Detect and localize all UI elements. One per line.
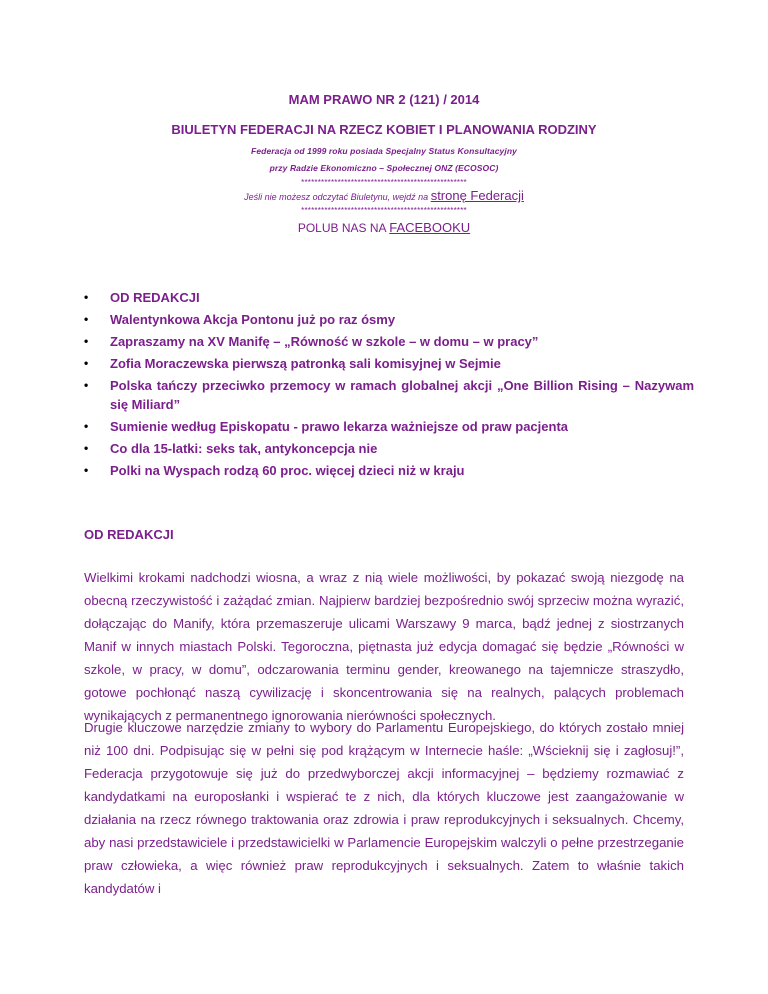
bullet-icon: • <box>84 378 89 392</box>
bullet-icon: • <box>84 463 89 477</box>
toc-item[interactable]: • Zofia Moraczewska pierwszą patronką sali komisyjnej w Sejmie <box>84 356 501 371</box>
section-heading: OD REDAKCJI <box>84 527 174 542</box>
toc-item[interactable]: • Walentynkowa Akcja Pontonu już po raz ósmy <box>84 312 396 327</box>
editorial-paragraph-1: Wielkimi krokami nadchodzi wiosna, a wraz z nią wiele możliwości, by pokazać swoją niezgodę na obecną rzeczywistość i zażądać zmian. Najpierw bardziej bezpośrednio swój sprzeciw można wyrazić, dołączając do Manify, która przemaszeruje ulicami Warszawy 9 marca, bądź jednej z siostrzanych Manif w innych miastach Polski. Tegoroczna, piętnasta już edycja domagać się będzie „Równości w szkole, w pracy, w domu”, odczarowania terminu gender, kreowanego na tajemnicze straszydło, gotowe pochłonąć naszą cywilizację i skoncentrowania się na realnych, palących problemach wynikających z permanentnego ignorowania nierówności społecznych. <box>84 570 684 723</box>
cannot-read-notice <box>0 188 768 203</box>
facebook-text: POLUB NAS NA <box>297 221 390 235</box>
bullet-icon: • <box>84 290 89 304</box>
facebook-line <box>0 220 768 235</box>
facebook-link[interactable]: FACEBOOKU <box>389 220 471 235</box>
toc-item[interactable]: • Zapraszamy na XV Manifę – „Równość w szkole – w domu – w pracy” <box>84 334 539 349</box>
bullet-icon: • <box>84 441 89 455</box>
bulletin-subtitle: BIULETYN FEDERACJI NA RZECZ KOBIET I PLANOWANIA RODZINY <box>171 122 597 137</box>
status-line-2: przy Radzie Ekonomiczno – Społecznej ONZ (ECOSOC) <box>269 163 499 173</box>
toc-item[interactable]: • OD REDAKCJI <box>84 290 200 305</box>
bullet-icon: • <box>84 312 89 326</box>
toc-item[interactable]: • Polska tańczy przeciwko przemocy w ramach globalnej akcji „One Billion Rising – Nazywam się Miliard” <box>84 378 694 412</box>
table-of-contents <box>84 288 694 483</box>
bullet-icon: • <box>84 419 89 433</box>
editorial-paragraph-2: Drugie kluczowe narzędzie zmiany to wybory do Parlamentu Europejskiego, do których zostało mniej niż 100 dni. Podpisując się w pełni się pod krążącym w Internecie haśle: „Wścieknij się i zagłosuj!”, Federacja przygotowuje się już do przedwyborczej akcji informacyjnej – będziemy rozmawiać z kandydatkami na europosłanki i wspierać te z nich, dla których kluczowe jest zaangażowanie w działania na rzecz równego traktowania oraz zdrowia i praw reprodukcyjnych i seksualnych. Chcemy, aby nasi przedstawiciele i przedstawicielki w Parlamencie Europejskim walczyli o pełne przestrzeganie praw człowieka, a więc również praw reprodukcyjnych i seksualnych. Zatem to właśnie takich kandydatów i <box>84 720 684 896</box>
toc-item[interactable]: • Sumienie według Episkopatu - prawo lekarza ważniejsze od praw pacjenta <box>84 419 569 434</box>
cannot-read-text: Jeśli nie możesz odczytać Biuletynu, wejdź na <box>244 192 431 202</box>
federation-site-link[interactable]: stronę Federacji <box>430 188 524 203</box>
toc-item[interactable]: • Co dla 15-latki: seks tak, antykoncepcja nie <box>84 441 378 456</box>
bulletin-title: MAM PRAWO NR 2 (121) / 2014 <box>288 92 480 107</box>
toc-item[interactable]: • Polki na Wyspach rodzą 60 proc. więcej dzieci niż w kraju <box>84 463 465 478</box>
bullet-icon: • <box>84 334 89 348</box>
star-divider-top: ************************************************** <box>301 178 467 187</box>
status-line-1: Federacja od 1999 roku posiada Specjalny Status Konsultacyjny <box>251 146 517 156</box>
star-divider-bottom: ************************************************** <box>301 206 467 215</box>
bullet-icon: • <box>84 356 89 370</box>
